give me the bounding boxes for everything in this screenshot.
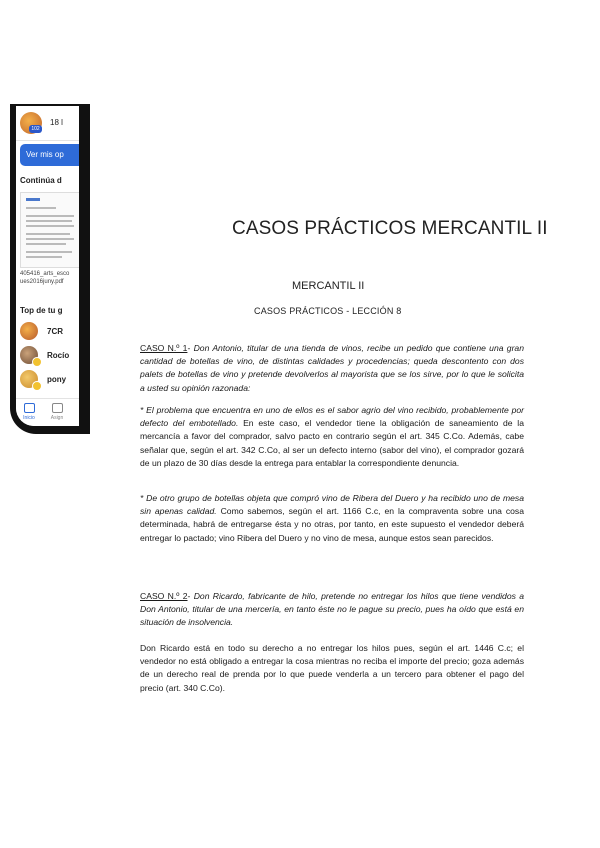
tab-label: Asign	[50, 415, 64, 421]
case1-answer1-italic: * El problema que encuentra en uno de ellos es el sabor agrio del vino recibido, probablemente por defecto del embotellado.	[140, 405, 524, 429]
thumbnail-logo	[26, 198, 40, 201]
thumbnail-line	[26, 220, 72, 222]
file-name-line2: ues2016juny.pdf	[20, 279, 64, 285]
top-section-title: Top de tu g	[20, 306, 63, 315]
case2-answer: Don Ricardo está en todo su derecho a no entregar los hilos pues, según el art. 1446 C.c; el vendedor no está obligado a entregar la cosa mientras no reciba el importe del precio; goza además de un derecho real de prenda por lo que puede venderla a un tercero para obtener el pago del precio (art. 340 C.Co).	[140, 643, 524, 693]
document-title: CASOS PRÁCTICOS MERCANTIL II	[232, 218, 548, 239]
thumbnail-line	[26, 243, 66, 245]
case1-answer2	[140, 492, 524, 545]
app-header	[16, 106, 79, 141]
document-thumbnail[interactable]	[20, 192, 79, 268]
continue-section-title: Continúa d	[20, 176, 62, 185]
user-name: Rocío	[47, 351, 70, 360]
avatar	[20, 322, 38, 340]
bottom-tab-bar	[16, 398, 79, 426]
home-icon	[24, 403, 35, 413]
coin-icon	[32, 381, 42, 391]
ranking-item[interactable]	[20, 346, 79, 366]
case-separator: -	[187, 591, 194, 601]
file-name[interactable]	[20, 270, 69, 286]
phone-screen	[16, 106, 79, 426]
see-options-button[interactable]: Ver mis op	[20, 144, 79, 166]
user-name: pony	[47, 375, 67, 384]
case-separator: -	[187, 343, 194, 353]
coin-icon	[32, 357, 42, 367]
book-icon	[52, 403, 63, 413]
avatar[interactable]	[20, 112, 42, 134]
tab-home[interactable]	[18, 403, 40, 421]
document-subtitle: MERCANTIL II	[292, 280, 365, 292]
case1-answer1-text: En este caso, el vendedor tiene la obligación de saneamiento de la mercancía a favor del comprador, salvo pacto en contrario según el art. 345 C.Co. Además, cabe señalar que, según el art. 342 C.Co, al ser un defecto interno (sabor del vino), el comprador gozará de un plazo de 30 días desde la entrega para entablar la correspondiente denuncia.	[140, 418, 524, 468]
thumbnail-line	[26, 256, 62, 258]
case1-label: CASO N.º 1	[140, 343, 188, 353]
ranking-item[interactable]	[20, 322, 79, 342]
file-name-line1: 405416_arts_esco	[20, 271, 70, 277]
thumbnail-line	[26, 238, 74, 240]
thumbnail-line	[26, 225, 74, 227]
thumbnail-line	[26, 215, 74, 217]
header-text: 18 l	[50, 118, 63, 127]
user-name: 7CR	[47, 327, 64, 336]
case1-answer2-italic: * De otro grupo de botellas objeta que compró vino de Ribera del Duero y ha recibido uno de mesa sin apenas calidad.	[140, 493, 524, 517]
case1-answer1	[140, 404, 524, 470]
case1-answer2-text: Como sabemos, según el art. 1166 C.c, en la compraventa sobre una cosa determinada, habrá de entregarse ésta y no otras, por tanto, en este supuesto el vendedor deberá entregar lo pactado; vino Ribera del Duero y no vino de mesa, aunque estos sean parecidos.	[140, 506, 525, 543]
case2-statement	[140, 590, 524, 630]
tab-label: Inicio	[23, 415, 35, 421]
thumbnail-line	[26, 251, 72, 253]
case2-text: Don Ricardo, fabricante de hilo, pretende no entregar los hilos que tiene vendidos a Don Antonio, titular de una mercería, en tanto éste no le pague su precio, pues ha oído que está en situación de insolvencia.	[140, 591, 524, 628]
tab-subjects[interactable]	[46, 403, 68, 421]
case2-label: CASO N.º 2	[140, 591, 188, 601]
case1-text: Don Antonio, titular de una tienda de vinos, recibe un pedido que contiene una gran cantidad de botellas de vino, de distintas calidades y procedencias; queda descontento con dos palets de botellas de vino y pretende devolverlos al mayorista que se los sirve, por lo que le solicita a usted su opinión razonada:	[140, 343, 524, 393]
lesson-heading: CASOS PRÁCTICOS - LECCIÓN 8	[254, 306, 402, 316]
level-badge: 102	[29, 125, 42, 133]
case1-statement	[140, 342, 524, 395]
ranking-item[interactable]	[20, 370, 79, 390]
thumbnail-line	[26, 233, 70, 235]
thumbnail-line	[26, 207, 56, 209]
